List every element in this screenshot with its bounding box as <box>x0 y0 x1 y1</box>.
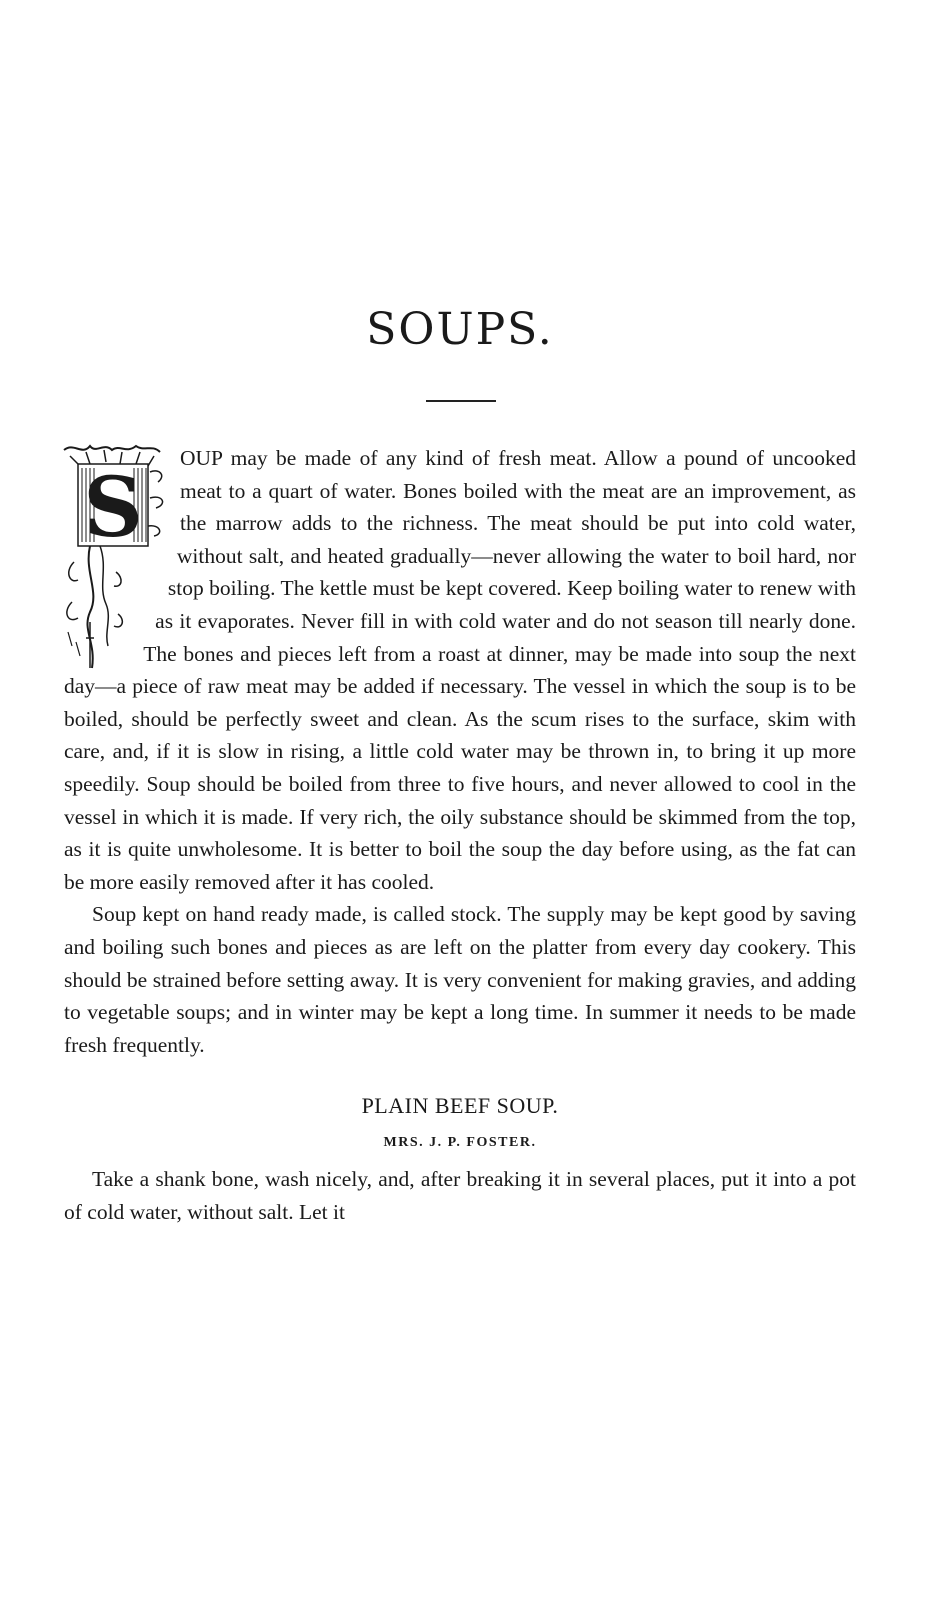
ornamental-dropcap <box>60 442 170 670</box>
recipe-author: MRS. J. P. FOSTER. <box>383 1135 537 1151</box>
stock-paragraph: Soup kept on hand ready made, is called stock. The supply may be kept good by saving and boiling such bones and pieces as are left on the platter from every day cookery. This should be strained before setting away. It is very convenient for making gravies, and adding to vegetable soups; and in winter may be kept a long time. In summer it needs to be made fresh frequently. <box>64 902 856 1057</box>
intro-paragraph: OUP may be made of any kind of fresh meat. Allow a pound of uncooked meat to a quart of water. Bones boiled with the meat are an improvement, as the marrow adds to the richness. The meat should be put into cold water, without salt, and heated gradually—never allowing the water to boil hard, nor stop boiling. The kettle must be kept covered. Keep boiling water to renew with as it evaporates. Never fill in with cold water and do not season till nearly done. The bones and pieces left from a roast at dinner, may be made into soup the next day—a piece of raw meat may be added if necessary. The vessel in which the soup is to be boiled, should be perfectly sweet and clean. As the scum rises to the surface, skim with care, and, if it is slow in rising, a little cold water may be thrown in, to bring it up more speedily. Soup should be boiled from three to five hours, and never allowed to cool in the vessel in which it is made. If very rich, the oily substance should be skimmed from the top, as it is quite unwholesome. It is better to boil the soup the day before using, as the fat can be more easily removed after it has cooled. <box>64 446 856 894</box>
chapter-body <box>64 442 856 1228</box>
chapter-title: SOUPS. <box>366 304 554 355</box>
svg-text:S: S <box>83 460 143 556</box>
recipe-paragraph: Take a shank bone, wash nicely, and, after breaking it in several places, put it into a pot of cold water, without salt. Let it <box>64 1167 856 1224</box>
recipe-title: PLAIN BEEF SOUP. <box>361 1093 559 1119</box>
title-rule <box>426 400 496 402</box>
